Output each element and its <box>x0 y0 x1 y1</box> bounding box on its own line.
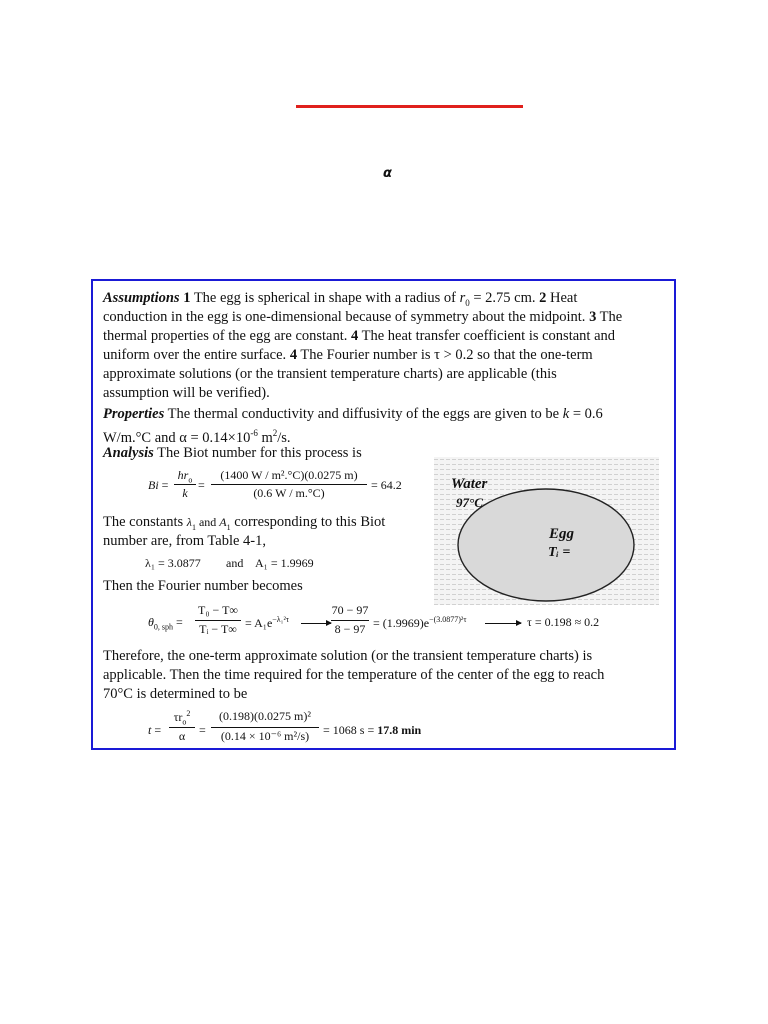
solution-box: Assumptions 1 The egg is spherical in shape with a radius of $r_0 = 2.75$ cm. 2 Heat conduction in the egg is one-dimensional because of symmetry about the midpoint. 3 The thermal properties of the egg are constant. 4 The heat transfer coefficient is constant and uniform over the entire surface. 4 The Fourier number is τ > 0.2 so that the one-term approximate solutions (or the transient temperature charts) are applicable (this assumption will be verified). Properties The thermal conductivity and diffusivity of the eggs are given to be k = 0.6 W/m.°C and $\alpha = 0.14\times 10^{-6}$ $m^2/s$. Analysis The Biot number for this process is Bi = $hr_o$ k = (1400 W / m².°C)(0.0275 m) (0.6 W / m.°C) = 64.2 The constants $\lambda_1$ and $A_1$ corresponding to this Biot number are, from Table 4-1, λ₁ = 3.0877 and A₁ = 1.9969 Then the Fourier number becomes $\theta_{0, sph}$ = T₀ − T∞ Tᵢ − T∞ = $A_1e^{-\lambda_1^2\tau}$ 70 − 97 8 − 97 = $(1.9969)e^{-(3.0877)^2\tau}$ τ = 0.198 ≈ 0.2 Therefore, the one-term approximate solution (or the transient temperature charts) is applicable. Then the time required for the temperature of the center of the egg to reach 70°C is determined to be t = $\tau r_o^2$ α = (0.198)(0.0275 m)² (0.14 × 10⁻⁶ m²/s) = 1068 s = 17.8 min Water 97°C Egg Tᵢ = <box>91 279 676 750</box>
egg-temp-label: Tᵢ = <box>548 545 571 560</box>
properties-line-2: W/m.°C and $\alpha = 0.14\times 10^{-6}$ $m^2/s$. <box>103 428 291 446</box>
egg-shape <box>458 489 634 601</box>
therefore-line-2: applicable. Then the time required for the temperature of the center of the egg to reach <box>103 667 605 683</box>
egg-label: Egg <box>549 526 575 542</box>
therefore-line-3: 70°C is determined to be <box>103 686 248 702</box>
assumptions-line-4: uniform over the entire surface. 4 The Fourier number is τ > 0.2 so that the one-term <box>103 347 593 363</box>
constants-line-1: The constants $\lambda_1$ and $A_1$ corresponding to this Biot <box>103 514 386 532</box>
alpha-symbol: α <box>383 166 392 181</box>
assumptions-line-3: thermal properties of the egg are constant. 4 The heat transfer coefficient is constant and <box>103 328 616 344</box>
analysis-line-1: Analysis The Biot number for this process is <box>103 445 362 461</box>
lambda-value: λ₁ = 3.0877 <box>145 556 201 570</box>
assumptions-line-5: approximate solutions (or the transient temperature charts) are applicable (this <box>103 366 557 382</box>
constants-line-2: number are, from Table 4-1, <box>103 533 266 549</box>
fourier-intro: Then the Fourier number becomes <box>103 578 303 594</box>
water-label: Water <box>451 476 488 492</box>
assumptions-line-6: assumption will be verified). <box>103 385 270 401</box>
therefore-line-1: Therefore, the one-term approximate solution (or the transient temperature charts) is <box>103 648 593 664</box>
A-value: A₁ = 1.9969 <box>255 556 314 570</box>
assumptions-line-1: Assumptions 1 The egg is spherical in shape with a radius of $r_0 = 2.75$ cm. 2 Heat <box>103 290 578 308</box>
assumptions-line-2: conduction in the egg is one-dimensional because of symmetry about the midpoint. 3 The <box>103 309 623 325</box>
header-underline <box>296 105 523 108</box>
and-word: and <box>226 556 244 570</box>
water-temp-label: 97°C <box>456 495 483 510</box>
properties-line-1: Properties The thermal conductivity and diffusivity of the eggs are given to be k = 0.6 <box>103 406 603 422</box>
egg-in-water-figure <box>434 457 659 605</box>
